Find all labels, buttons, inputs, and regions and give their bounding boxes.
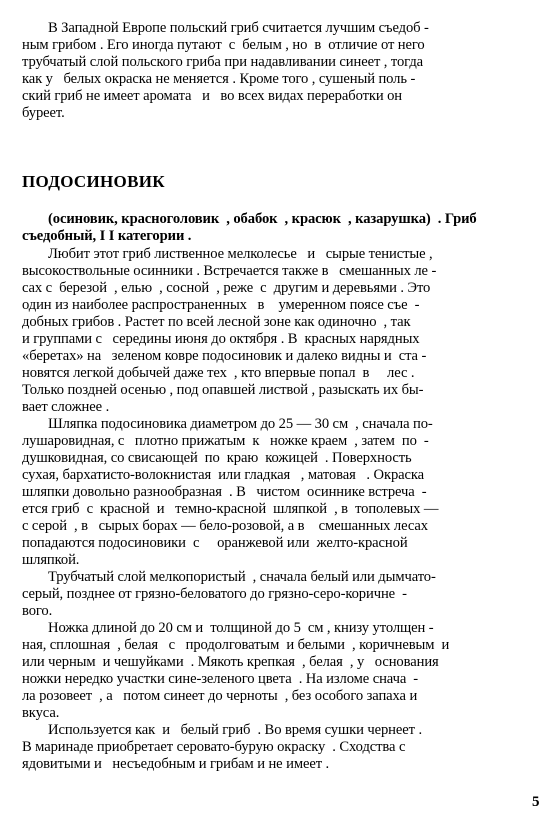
body-line: вает сложнее . (22, 399, 110, 415)
body-line: высокоствольные осинники . Встречается также в смешанных ле - (22, 263, 437, 279)
body-line: ется гриб с красной и темно-красной шляпкой , в тополевых — (22, 501, 439, 517)
intro-line: ным грибом . Его иногда путают с белым , но в отличие от него (22, 37, 425, 53)
intro-line: как у белых окраска не меняется . Кроме того , сушеный поль - (22, 71, 416, 87)
body-line: Только поздней осенью , под опавшей листвой , разыскать их бы- (22, 382, 424, 398)
body-line: ла розовеет , а потом синеет до черноты , без особого запаха и (22, 688, 418, 704)
body-line: ядовитыми и несъедобным и грибам и не имеет . (22, 756, 330, 772)
intro-line: В Западной Европе польский гриб считается лучшим съедоб - (48, 20, 429, 36)
body-line: лушаровидная, с плотно прижатым к ножке краем , затем по - (22, 433, 429, 449)
body-line: шляпки довольно разнообразная . В чистом осиннике встреча - (22, 484, 427, 500)
body-line: добных грибов . Растет по всей лесной зоне как одиночно , так (22, 314, 411, 330)
body-line: новятся легкой добычей даже тех , кто впервые попал в лес . (22, 365, 415, 381)
body-line: и группами с середины июня до октября . В красных нарядных (22, 331, 420, 347)
body-line: с серой , в сырых борах — бело-розовой, а в смешанных лесах (22, 518, 428, 534)
body-line: вого. (22, 603, 53, 619)
page-number: 5 (532, 794, 540, 810)
body-line: серый, позднее от грязно-беловатого до грязно-серо-коричне - (22, 586, 407, 602)
body-line: ножки нередко участки сине-зеленого цвета . На изломе снача - (22, 671, 419, 687)
body-line: В маринаде приобретает серовато-бурую окраску . Сходства с (22, 739, 406, 755)
body-line: попадаются подосиновики с оранжевой или желто-красной (22, 535, 408, 551)
body-line: сах с березой , елью , сосной , реже с другим и деревьями . Это (22, 280, 431, 296)
subtitle-line: (осиновик, красноголовик , обабок , красюк , казарушка) . Гриб (48, 211, 477, 227)
body-line: Любит этот гриб лиственное мелколесье и сырые тенистые , (48, 246, 433, 262)
body-line: Ножка длиной до 20 см и толщиной до 5 см , книзу утолщен - (48, 620, 434, 636)
body-line: «беретах» на зеленом ковре подосиновик и далеко видны и ста - (22, 348, 427, 364)
body-line: Используется как и белый гриб . Во время сушки чернеет . (48, 722, 423, 738)
intro-line: ский гриб не имеет аромата и во всех видах переработки он (22, 88, 403, 104)
body-line: Трубчатый слой мелкопористый , сначала белый или дымчато- (48, 569, 436, 585)
body-line: или черным и чешуйками . Мякоть крепкая , белая , у основания (22, 654, 439, 670)
subtitle-line: съедобный, I I категории . (22, 228, 192, 244)
body-line: шляпкой. (22, 552, 80, 568)
body-line: душковидная, со свисающей по краю кожицей . Поверхность (22, 450, 412, 466)
body-line: вкуса. (22, 705, 60, 721)
body-line: Шляпка подосиновика диаметром до 25 — 30 см , сначала по- (48, 416, 433, 432)
intro-line: трубчатый слой польского гриба при надавливании синеет , тогда (22, 54, 424, 70)
body-line: ная, сплошная , белая с продолговатым и белыми , коричневым и (22, 637, 450, 653)
section-heading: ПОДОСИНОВИК (22, 172, 165, 191)
body-line: сухая, бархатисто-волокнистая или гладкая , матовая . Окраска (22, 467, 425, 483)
intro-line: буреет. (22, 105, 65, 121)
body-line: один из наиболее распространенных в умеренном поясе съе - (22, 297, 420, 313)
